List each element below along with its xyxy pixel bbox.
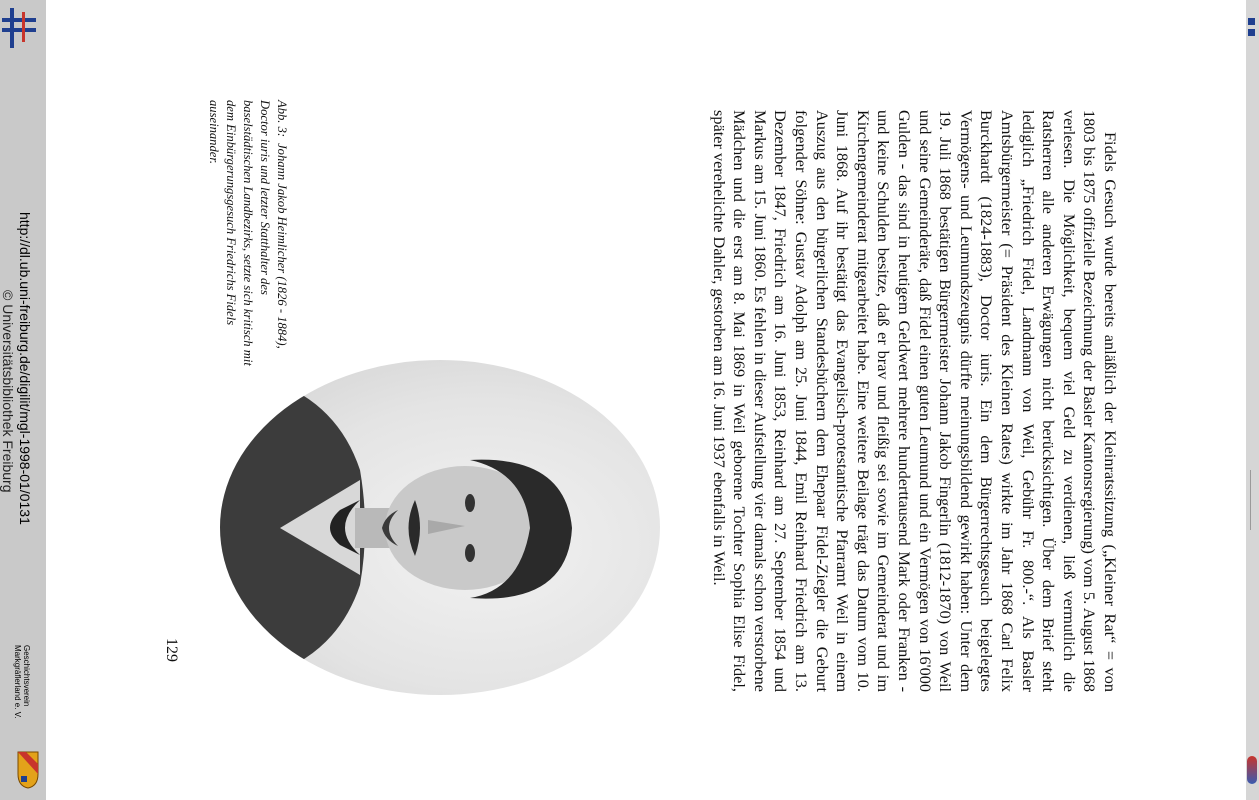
page-number: 129 [163,638,180,662]
portrait-figure [220,360,660,695]
caption-label: Abb. 3: [275,100,289,138]
flag-icon [2,8,36,48]
figure-caption [205,100,290,368]
document-url[interactable]: http://dl.ub.uni-freiburg.de/digilit/mgl-1998-01/0131 [17,212,33,525]
portrait-photo [220,360,660,695]
right-edge-strip [1246,0,1259,800]
copyright-notice: © Universitätsbibliothek Freiburg [0,290,16,493]
scanned-page [100,90,1120,710]
body-text [700,110,1120,692]
publisher-name [13,645,31,765]
caption-text: Johann Jakob Heimlicher (1826 - 1884), Doctor iuris und letzter Statthalter des baselstädtischen Landbezirks, setzte sich kritisch mit dem Einbürgerungsgesuch Friedrichs Fidels auseinander. [207,100,289,366]
publisher-line-1: Geschichtsverein [22,645,31,707]
publisher-line-2: Markgräflerland e. V. [13,645,22,719]
right-logo-icon [1247,756,1257,784]
right-marker-icon [1248,18,1255,36]
right-edge-line [1250,470,1251,530]
crest-icon [16,750,40,790]
body-paragraph: Fidels Gesuch wurde bereits anläßlich der Kleinratssitzung („Kleiner Rat“ = von 1803 bis 1875 offizielle Bezeichnung der Basler Kantonsregierung) vom 5. August 1868 verlesen. Die Möglichkeit, bequem viel Geld zu verdienen, ließ vermutlich die Ratsherren alle anderen Erwägungen nicht berücksichtigen. Über dem Brief steht lediglich „Friedrich Fidel, Landmann von Weil, Gebühr Fr. 800.-“. Als Basler Amtsbürgermeister (= Präsident des Kleinen Rates) wirkte im Jahr 1868 Carl Felix Burckhardt (1824-1883), Doctor iuris. Ein dem Bürgerrechtsgesuch beigelegtes Vermögens- und Leumundszeugnis dürfte meinungsbildend gewirkt haben: Unter dem 19. Juli 1868 bestätigen Bürgermeister Johann Jakob Fingerlin (1812-1870) von Weil und seine Gemeinderäte, daß Fidel einen guten Leumund und ein Vermögen von 16'000 Gulden - das sind in heutigem Geldwert mehrere hunderttausend Mark oder Franken - und keine Schulden besitze, daß er brav und fleißig sei sowie im Gemeinderat und im Kirchengemeinderat mitgearbeitet habe. Eine weitere Beilage trägt das Datum vom 10. Juni 1868. Auf ihr bestätigt das Evangelisch-protestantische Pfarramt Weil in einem Auszug aus den bürgerlichen Standesbüchern dem Ehepaar Fidel-Ziegler die Geburt folgender Söhne: Gustav Adolph am 25. Juni 1844, Emil Reinhard Friedrich am 13. Dezember 1847, Friedrich am 16. Juni 1853, Reinhard am 27. September 1854 und Markus am 15. Juni 1860. Es fehlen in dieser Aufstellung vier damals schon verstorbene Mädchen und die erst am 8. Mai 1869 in Weil geborene Tochter Sophia Elise Fidel, später verehelichte Dahler, gestorben am 16. Juni 1937 ebenfalls in Weil. [709,110,1120,692]
